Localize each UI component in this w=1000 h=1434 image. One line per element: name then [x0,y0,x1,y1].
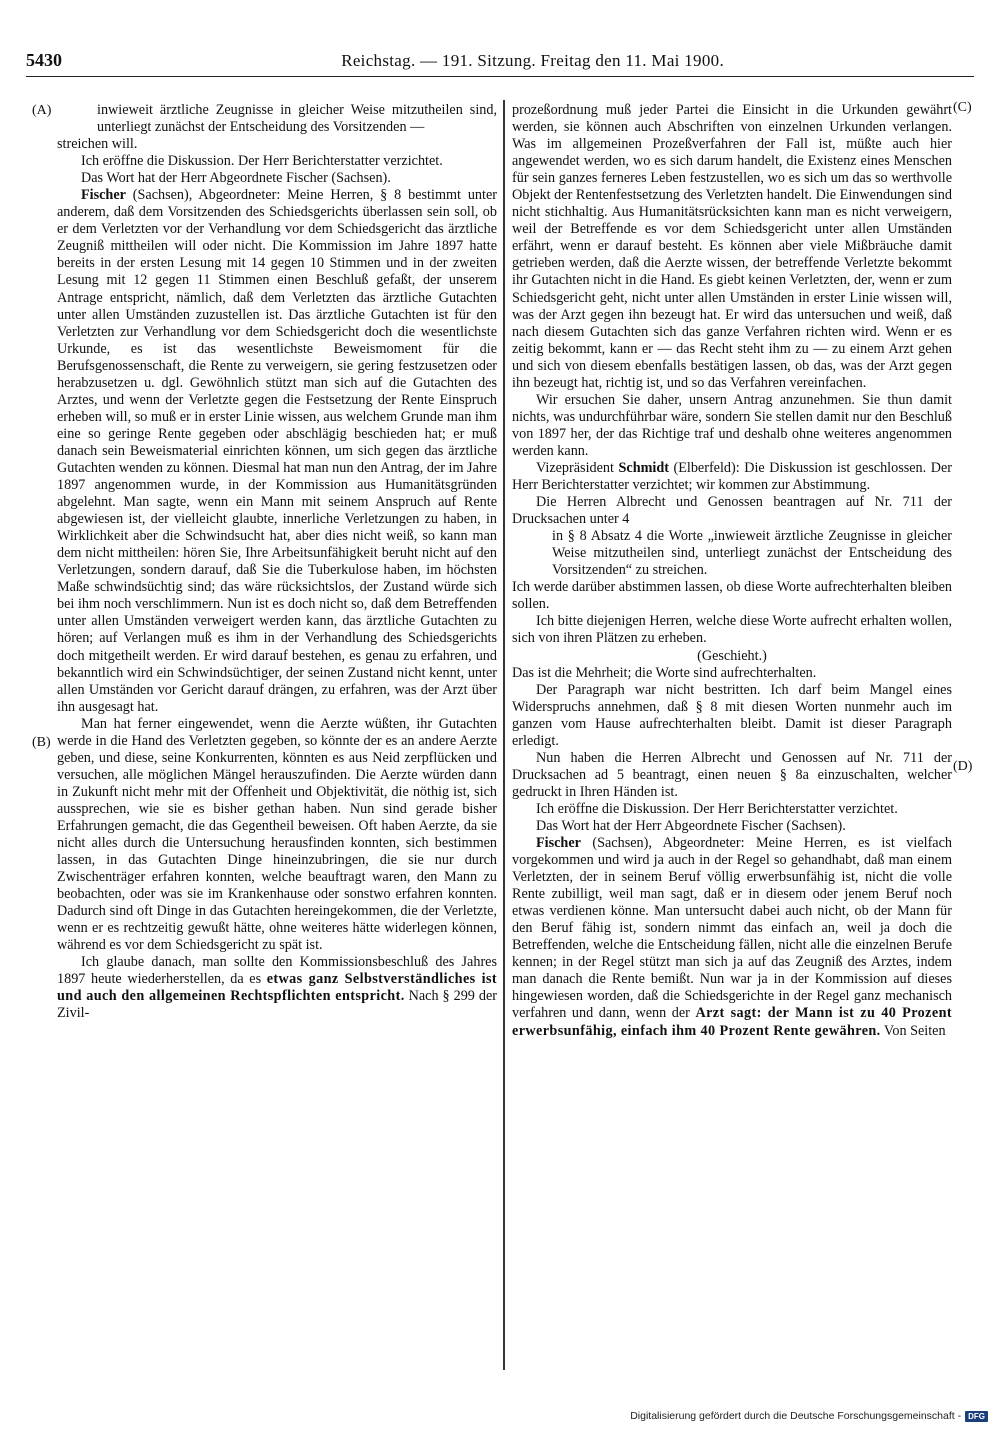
speech-paragraph [57,187,497,715]
margin-marker-a: (A) [32,103,52,118]
paragraph-text: Ich glaube danach, man sollte den Kommissionsbeschluß des Jahres 1897 heute wiederherstellen, da es [57,954,497,988]
speaker-name: Fischer [81,187,126,204]
speech-paragraph [512,835,952,1040]
speech-text: (Sachsen), Abgeordneter: Meine Herren, § 8 bestimmt unter anderem, daß dem Vorsitzenden des Schiedsgerichts überlassen sein soll, ob er dem Verletzten vor der Verhandlung vor dem Schiedsgericht das ärztliche Zeugniß mittheilen will oder nicht. Die Kommission im Jahre 1897 hatte bereits in der ersten Lesung mit 14 gegen 10 Stimmen und in der zweiten Lesung mit 12 gegen 11 Stimmen einen Beschluß gefaßt, der unserem Antrage entspricht, nämlich, daß dem Verletzten das ärztliche Gutachten unter allen Umständen zuzustellen ist. Das ärztliche Gutachten ist für den Verletzten zur Verhandlung vor dem Schiedsgericht doch die wesentlichste Urkunde, es ist das wesentlichste Beweismoment für die Berufsgenossenschaft, die Rente zu verweigern, sie gering festzusetzen oder herabzusetzen u. dgl. Gewöhnlich stützt man sich auf die Gutachten des Arztes, und wenn der Verletzte gegen die Festsetzung der Rente Einspruch erheben will, so muß er in erster Linie wissen, aus welchem Grunde man ihm eine so geringe Rente gegeben oder abschlägig beschieden hat; er muß danach sein Beweismaterial einrichten können, um sich gegen das ärztliche Gutachten wenden zu können. Diesmal hat man nun den Antrag, der im Jahre 1897 angenommen wurde, in der Kommission aus Humanitätsgründen abgelehnt. Man sagte, wenn ein Mann mit seinem Anspruch auf Rente abgewiesen ist, der vielleicht glaubte, innerliche Verletzungen zu haben, in Wirklichkeit aber die Schwindsucht hat, aber dies nicht weiß, so kann man dem nicht mittheilen: hören Sie, Ihre Arbeitsunfähigkeit beruht nicht auf den Verletzungen, sondern darauf, daß Sie die Tuberkulose haben, im höchsten Maße schwindsüchtig sind; das wäre rücksichtslos, der Zustand würde sich bei ihm noch verschlimmern. Nun ist es doch nicht so, daß dem Betreffenden unter allen Umständen verweigert werden kann, das ärztliche Gutachten zu hören; auf Verlangen muß es ihm in der Verhandlung des Schiedsgerichts doch mitgetheilt werden. Er wird darauf bestehen, es genau zu erfahren, und bekanntlich wird ein Schwindsüchtiger, der seinen Zustand nicht kennt, unter allen Umständen vor Gericht darauf drängen, zu erfahren, was der Arzt über ihn ausgesagt hat. [57,187,497,715]
paragraph: Ich eröffne die Diskussion. Der Herr Berichterstatter verzichtet. [81,153,443,170]
running-head: Reichstag. — 191. Sitzung. Freitag den 11. Mai 1900. [341,51,724,70]
paragraph: streichen will. [57,136,138,153]
emphasized-text: Arzt sagt: der Mann ist zu 40 Prozent erwerbsunfähig, einfach ihm 40 Prozent Rente gewähren. [512,1005,952,1039]
paragraph-text: Vizepräsident [536,459,619,476]
dfg-logo: DFG [965,1411,988,1422]
paragraph: Die Herren Albrecht und Genossen beantragen auf Nr. 711 der Drucksachen unter 4 [512,494,952,528]
speech-text: (Elberfeld): Die Diskussion ist geschlossen. Der Herr Berichterstatter verzichtet; wir kommen zur Abstimmung. [512,459,953,494]
quoted-clause: inwieweit ärztliche Zeugnisse in gleicher Weise mitzutheilen sind, unterliegt zunächst der Entscheidung des Vorsitzenden — [97,102,497,136]
speaker-name: Fischer [536,835,581,852]
paragraph: Ich werde darüber abstimmen lassen, ob diese Worte aufrechterhalten bleiben sollen. [512,579,952,613]
paragraph: Das ist die Mehrheit; die Worte sind aufrechterhalten. [512,664,817,681]
margin-marker-d: (D) [953,759,973,774]
paragraph: Ich bitte diejenigen Herren, welche diese Worte aufrecht erhalten wollen, sich von ihren Plätzen zu erheben. [512,613,952,647]
paragraph: Das Wort hat der Herr Abgeordnete Fischer (Sachsen). [81,170,391,187]
paragraph-text: Nach § 299 der Zivil- [57,988,497,1022]
paragraph: Man hat ferner eingewendet, wenn die Aerzte wüßten, ihr Gutachten werde in die Hand des Verletzten gegeben, so könnte der es an andere Aerzte geben, und diese, seine Konkurrenten, könnten es aus Neid zerpflücken und versuchen, alle möglichen Mängel herauszufinden. Die Aerzte würden dann in Zukunft nicht mehr mit der Offenheit und Objektivität, die nöthig ist, sich aussprechen, wie sie es bisher gethan haben. Nun sind gerade bisher Erfahrungen gemacht, die das Gegentheil beweisen. Oft haben Aerzte, da sie nicht alles durch die Untersuchung herausfinden konnten, sich bestimmen lassen, in das Gutachten Dinge hineinzubringen, die sie nur durch Zwischenträger erfahren konnten, welche beauftragt waren, den Mann zu beobachten, oder was sie im Krankenhause oder sonstwo erfahren konnten. Dadurch sind oft Dinge in das Gutachten hereingekommen, die der Verletzte, wenn er es rechtzeitig gewußt hätte, ohne weiteres hätte widerlegen können, während es vor dem Schiedsgericht zu spät ist. [57,715,497,954]
speech-paragraph [512,460,952,494]
digitization-footer [630,1410,988,1422]
left-column [57,102,497,1023]
paragraph: Der Paragraph war nicht bestritten. Ich darf beim Mangel eines Widerspruchs annehmen, daß § 8 mit diesen Worten nunmehr auch im ganzen vom Hause aufrechterhalten bleibt. Damit ist dieser Paragraph erledigt. [512,681,952,749]
margin-marker-b: (B) [32,735,51,750]
stage-direction: (Geschieht.) [697,647,767,664]
footer-text: Digitalisierung gefördert durch die Deutsche Forschungsgemeinschaft - [630,1410,962,1422]
right-column [512,102,952,1040]
paragraph [57,954,497,1022]
paragraph: Nun haben die Herren Albrecht und Genossen auf Nr. 711 der Drucksachen ad 5 beantragt, einen neuen § 8a einzuschalten, welcher gedruckt in Ihren Händen ist. [512,749,952,800]
paragraph: Ich eröffne die Diskussion. Der Herr Berichterstatter verzichtet. [536,800,898,817]
paragraph: prozeßordnung muß jeder Partei die Einsicht in die Urkunden gewährt werden, sie können auch Abschriften von einzelnen Urkunden verlangen. Was im allgemeinen Prozeßverfahren der Fall ist, müßte auch hier angewendet werden, wo es sich darum handelt, die Existenz eines Menschen für sein ganzes ferneres Leben festzustellen, wo es sich um das so werthvolle Objekt der Rentenfestsetzung des Verletzten handelt. Die Einwendungen sind nicht stichhaltig. Aus Humanitätsrücksichten kann man es nicht verweigern, weil der Betreffende es vor dem Schiedsgericht unter allen Umständen erfährt, wenn er darauf besteht. Es können aber viele Mißbräuche damit getrieben werden, daß die Aerzte wissen, der betreffende Verletzte bekommt ihr Gutachten nicht in die Hand. Es giebt keinen Verletzten, der, wenn er zum Schiedsgericht geht, nicht unter allen Umständen in erster Linie wissen will, was der Arzt gegen ihn bezeugt hat. Er wird das untersuchen und weiß, daß nach diesem Gutachten sich das ganze Verfahren richten wird. Wenn er es zeitig bekommt, kann er — das Recht steht ihm zu — zu einem Arzt gehen und sich von diesem ebenfalls bestätigen lassen, ob das, was der Arzt gegen ihn bezeugt hat, richtig ist, und so das Verfahren vereinfachen. [512,102,952,391]
paragraph: Das Wort hat der Herr Abgeordnete Fischer (Sachsen). [536,817,846,834]
page-number: 5430 [26,50,62,70]
speaker-name: Schmidt [618,459,669,476]
column-divider [503,100,505,1370]
margin-marker-c: (C) [953,100,972,115]
paragraph: Wir ersuchen Sie daher, unsern Antrag anzunehmen. Sie thun damit nichts, was undurchführbar wäre, sondern Sie stellen damit nur den Beschluß von 1897 her, der das Richtige traf und deshalb ohne weiteres angenommen werden kann. [512,391,952,459]
page-header [26,50,974,77]
speech-text: (Sachsen), Abgeordneter: Meine Herren, es ist vielfach vorgekommen und wird ja auch in der Regel so gehandhabt, daß man einem Verletzten, der in seinem Beruf völlig erwerbsunfähig ist, nicht die volle Rente zubilligt, weil man sagt, daß er in diesem oder jenem Beruf noch etwas verdienen könne. Man untersucht dabei auch nicht, ob der Mann für den Beruf fähig ist, sondern nimmt das einfach an, weil ja doch die Betreffenden, welche die Entscheidung fällen, nicht alle die einzelnen Berufe kennen; in der Regel stützt man sich ja auf das Zeugniß des Arztes, indem man danach die Rente bemißt. Nun war ja in der Kommission auf dieses hingewiesen worden, daß die Schiedsgerichte in der Regel ganz mechanisch verfahren und dann, wenn der [512,835,952,1022]
motion-text: in § 8 Absatz 4 die Worte „inwieweit ärztliche Zeugnisse in gleicher Weise mitzutheilen sind, unterliegt zunächst der Entscheidung des Vorsitzenden“ zu streichen. [552,528,952,579]
speech-text: Von Seiten [880,1022,946,1039]
emphasized-text: etwas ganz Selbstverständliches ist und auch den allgemeinen Rechtspflichten entspricht. [57,971,497,1005]
